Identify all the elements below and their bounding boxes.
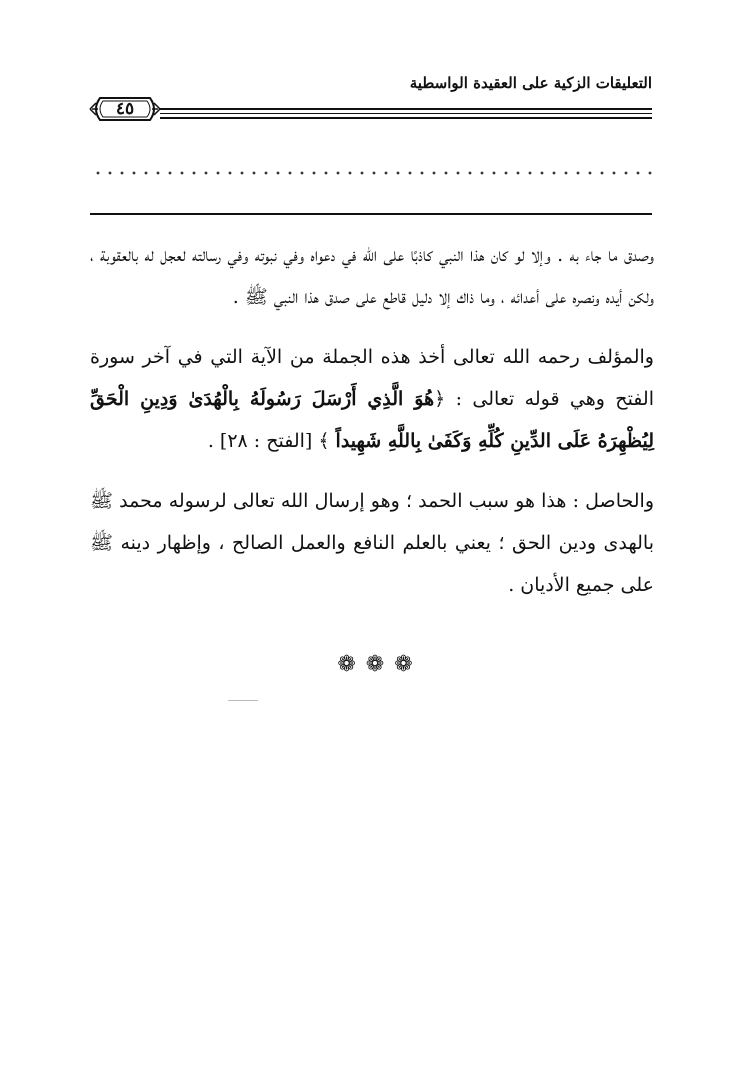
verse-reference: [الفتح : ٢٨] . — [207, 430, 319, 452]
footnote-dots — [92, 166, 652, 180]
quran-open-bracket: ﴿ — [434, 388, 446, 410]
quran-verse: هُوَ الَّذِي أَرْسَلَ رَسُولَهُ بِالْهُدَىٰ وَدِينِ الْحَقِّ لِيُظْهِرَهُ عَلَى الدِّينِ كُلِّهِ وَكَفَىٰ بِاللَّهِ شَهِيداً — [90, 388, 654, 452]
page-number-frame — [88, 92, 162, 126]
running-title: التعليقات الزكية على العقيدة الواسطية — [409, 74, 652, 92]
page-number: ٤٥ — [115, 99, 135, 119]
paragraph-3: والحاصل : هذا هو سبب الحمد ؛ وهو إرسال الله تعالى لرسوله محمد ﷺ بالهدى ودين الحق ؛ يعني بالعلم النافع والعمل الصالح ، وإظهار دينه ﷺ على جميع الأديان . — [90, 490, 654, 596]
header-rule — [160, 108, 652, 119]
scan-mark — [228, 700, 258, 701]
section-end-stars: ❁❁❁ — [337, 652, 423, 677]
paragraph-2-intro: والمؤلف رحمه الله تعالى أخذ هذه الجملة من الآية التي في آخر سورة الفتح وهي قوله تعالى : — [90, 346, 654, 410]
paragraph-1: وصدق ما جاء به . وإلا لو كان هذا النبي كاذبًا على الله في دعواه وفي نبوته وفي رسالته لعجل له بالعقوبة ، ولكن أيده ونصره على أعدائه ، وما ذاك إلا دليل قاطع على صدق هذا النبي ﷺ . — [90, 244, 654, 308]
body-text — [90, 234, 654, 624]
paragraph-2 — [90, 336, 654, 462]
separator-rule — [90, 213, 652, 215]
quran-close-bracket: ﴾ — [318, 430, 330, 452]
